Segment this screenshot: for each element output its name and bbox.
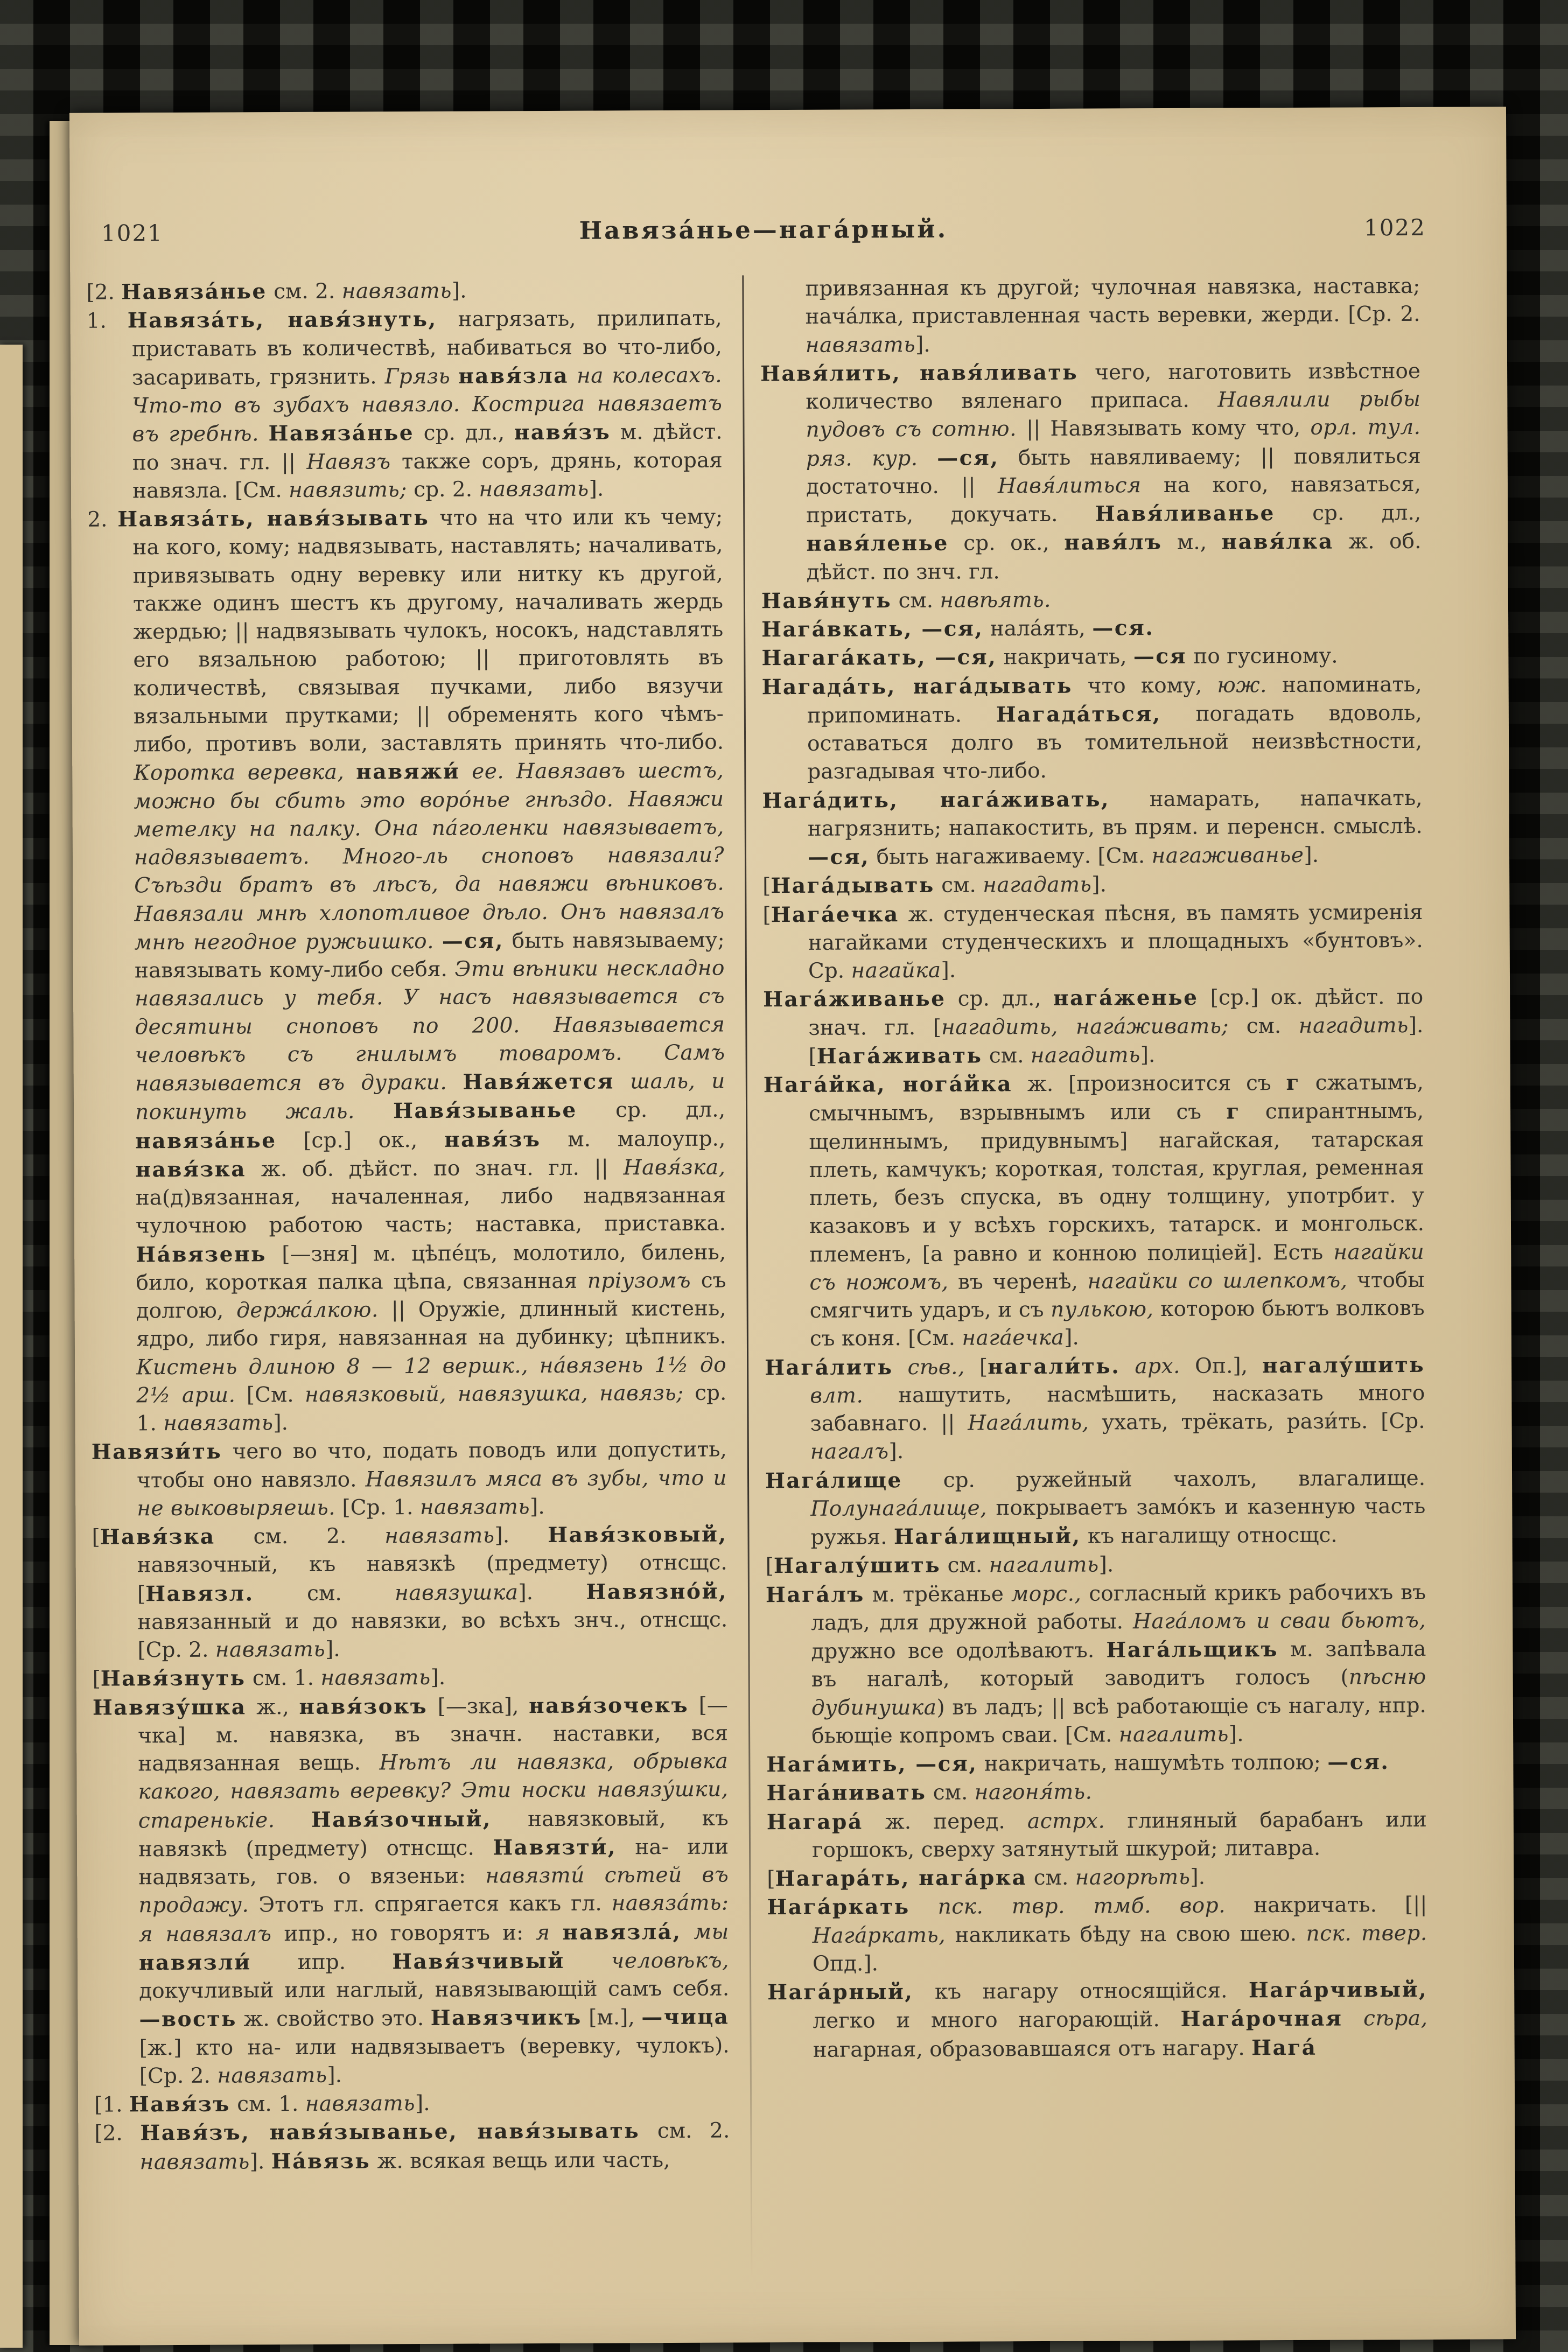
dictionary-entry: [Навя́зка см. 2. навязать]. Навя́зковый, навязочный, къ навязкѣ (предмету) отнсщс. [Навязл. см. навязушка]. Навязно́й, навязанный и до навязки, во всѣхъ знч., отнсщс. [Ср. 2. навязать]. bbox=[92, 1522, 728, 1663]
dictionary-entry: Нага́лище ср. ружейный чахолъ, влагалище. Полунага́лище, покрываетъ замо́къ и казенную часть ружья. Нага́лищный, къ нагалищу относщс. bbox=[765, 1466, 1426, 1550]
dictionary-entry: [Нагалу́шить см. нагалить]. bbox=[765, 1552, 1114, 1579]
dictionary-entry: Нага́живанье ср. дл., нага́женье [ср.] ок. дѣйст. по знач. гл. [нагадить, нага́живать; см. нагадить]. [Нага́живать см. нагадить]. bbox=[763, 985, 1424, 1069]
dictionary-entry: Нага́лъ м. трёканье морс., согласный крикъ рабочихъ въ ладъ, для дружной работы. Нага́ломъ и сваи бьютъ, дружно все одолѣваютъ. Нага́льщикъ м. запѣвала въ нагалѣ, который заводитъ голосъ (пѣсню дубинушка) въ ладъ; || всѣ работающіе съ нагалу, нпр. бьющіе копромъ сваи. [См. нагалить]. bbox=[765, 1580, 1426, 1748]
dictionary-entry: Нага́йка, нога́йка ж. [произносится съ г сжатымъ, смычнымъ, взрывнымъ или съ г спирантнымъ, щелиннымъ, придувнымъ] нагайская, татарская плеть, камчукъ; короткая, толстая, круглая, ременная плеть, безъ спуска, въ одну толщину, употрбит. у казаковъ и у всѣхъ горскихъ, татарск. и монгольск. племенъ, [а равно и конною полиціей]. Есть нагайки съ ножомъ, въ черенѣ, нагайки со шлепкомъ, чтобы смягчить ударъ, и съ пулькою, которою бьютъ волковъ съ коня. [См. нага́ечка]. bbox=[763, 1070, 1425, 1352]
dictionary-entry: Нага́лить сѣв., [нагали́ть. арх. Оп.], нагалу́шить влт. нашутить, насмѣшить, насказать много забавнаго. || Нага́лить, ухать, трёкать, рази́ть. [Ср. нагалъ]. bbox=[765, 1352, 1425, 1465]
dictionary-entry: 1. Навяза́ть, навя́знуть, нагрязать, прилипать, приставать въ количествѣ, набиваться во что-либо, засаривать, грязнить. Грязь навя́зла на колесахъ. Что-то въ зубахъ навязло. Кострига навязаетъ въ гребнѣ. Навяза́нье ср. дл., навя́зъ м. дѣйст. по знач. гл. || Навязъ также соръ, дрянь, которая навязла. [См. навязить; ср. 2. навязать]. bbox=[86, 306, 723, 503]
dictionary-entry: Нага́рный, къ нагару относящійся. Нага́рчивый, легко и много нагорающій. Нага́рочная сѣра, нагарная, образовавшаяся отъ нагару. Нага́ bbox=[767, 1977, 1428, 2062]
column-right bbox=[760, 272, 1429, 2305]
dictionary-entry: Нага́вкать, —ся, нала́ять, —ся. bbox=[761, 615, 1154, 642]
dictionary-entry: Нага́нивать см. нагоня́ть. bbox=[766, 1780, 1093, 1806]
dictionary-entry: Нагада́ть, нага́дывать что кому, юж. напоминать, припоминать. Нагада́ться, погадать вдоволь, оставаться долго въ томительной неизвѣстности, разгадывая что-либо. bbox=[761, 672, 1423, 785]
dictionary-entry: [Нагара́ть, нага́рка см. нагорѣть]. bbox=[767, 1865, 1206, 1892]
dictionary-entry: Навязу́шка ж., навя́зокъ [—зка], навя́зочекъ [—чка] м. навязка, въ значн. наставки, вся надвязанная вещь. Нѣтъ ли навязка, обрывка какого, навязать веревку? Эти носки навязу́шки, старенькіе. Навя́зочный, навязковый, къ навязкѣ (предмету) отнсщс. Навязти́, на- или надвязать, гов. о вязеньи: навязти́ сѣтей въ продажу. Этотъ гл. спрягается какъ гл. навяза́ть: я навязалъ ипр., но говорятъ и: я навязла́, мы навязли́ ипр. Навя́зчивый человѣкъ, докучливый или наглый, навязывающій самъ себя. —вость ж. свойство это. Навязчикъ [м.], —чица [ж.] кто на- или надвязываетъ (веревку, чулокъ). [Ср. 2. навязать]. bbox=[92, 1692, 730, 2089]
text-columns bbox=[70, 241, 1516, 2308]
dictionary-entry: [Навя́знуть см. 1. навязать]. bbox=[92, 1665, 446, 1691]
header-title: Навяза́нье—нага́рный. bbox=[579, 214, 948, 245]
column-left bbox=[86, 276, 730, 2308]
dictionary-entry: [Нага́дывать см. нагадать]. bbox=[762, 872, 1107, 899]
dictionary-entry: Нага́ркать пск. твр. тмб. вор. накричать. [|| Нага́ркать, накликать бѣду на свою шею. пск. твер. Опд.]. bbox=[767, 1893, 1427, 1976]
adjacent-page-edge bbox=[0, 345, 23, 2348]
dictionary-entry: Нагара́ ж. перед. астрх. глиняный барабанъ или горшокъ, сверху затянутый шкурой; литавра. bbox=[766, 1807, 1427, 1863]
page-number-right: 1022 bbox=[1363, 214, 1426, 241]
dictionary-entry: Нага́дить, нага́живать, намарать, напачкать, нагрязнить; напакостить, въ прям. и перенсн. смыслѣ. —ся, быть нагаживаему. [См. нагаживанье]. bbox=[762, 786, 1423, 870]
page-header bbox=[69, 107, 1507, 247]
dictionary-entry: [2. Навя́зъ, навя́зыванье, навя́зывать см. 2. навязать]. На́вязь ж. всякая вещь или часть, bbox=[94, 2118, 730, 2174]
dictionary-entry: привязанная къ другой; чулочная навязка, наставка; нача́лка, приставленная часть веревки, жерди. [Ср. 2. навязать]. bbox=[805, 274, 1420, 358]
dictionary-entry: Навя́лить, навя́ливать чего, наготовить извѣстное количество вяленаго припаса. Навялили рыбы пудовъ съ сотню. || Навязывать кому что, орл. тул. ряз. кур. —ся, быть навяливаему; || повялиться достаточно. || Навя́литься на кого, навязаться, пристать, докучать. Навя́ливанье ср. дл., навя́ленье ср. ок., навя́лъ м., навя́лка ж. об. дѣйст. по знч. гл. bbox=[760, 359, 1422, 585]
dictionary-entry: Навя́нуть см. навѣять. bbox=[761, 587, 1052, 613]
dictionary-entry: Нагага́кать, —ся, накричать, —ся по гусиному. bbox=[761, 643, 1338, 671]
dictionary-entry: Нага́мить, —ся, накричать, нашумѣть толпою; —ся. bbox=[766, 1749, 1390, 1777]
book-page bbox=[69, 107, 1516, 2346]
dictionary-entry: [Нага́ечка ж. студенческая пѣсня, въ память усмиренія нагайками студенческихъ и площадныхъ «бунтовъ». Ср. нагайка]. bbox=[762, 900, 1423, 983]
page-number-left: 1021 bbox=[101, 220, 163, 247]
dictionary-entry: [2. Навяза́нье см. 2. навязать]. bbox=[86, 278, 467, 305]
dictionary-entry: [1. Навя́зъ см. 1. навязать]. bbox=[94, 2091, 430, 2117]
dictionary-entry: 2. Навяза́ть, навя́зывать что на что или къ чему; на кого, кому; надвязывать, наставлять; началивать, привязывать одну веревку или нитку къ другой, также одинъ шестъ къ другому, началивать жердь жердью; || надвязывать чулокъ, носокъ, надставлять его вязальною работою; || приготовлять въ количествѣ, связывая пучками, либо вязучи вязальными прутками; || обременять кого чѣмъ-либо, противъ воли, заставлять принять что-либо. Коротка веревка, навяжи́ ее. Навязавъ шестъ, можно бы сбить это воро́нье гнѣздо. Навяжи метелку на палку. Она па́голенки навязываетъ, надвязываетъ. Много-ль сноповъ навязали? Съѣзди братъ въ лѣсъ, да навяжи вѣниковъ. Навязали мнѣ хлопотливое дѣло. Онъ навязалъ мнѣ негодное ружьишко. —ся, быть навязываему; навязывать кому-либо себя. Эти вѣники нескладно навязались у тебя. У насъ навязывается съ десятины сноповъ по 200. Навязывается человѣкъ съ гнилымъ товаромъ. Самъ навязывается въ дураки. Навя́жется шаль, и покинуть жаль. Навя́зыванье ср. дл., навяза́нье [ср.] ок., навя́зъ м. малоупр., навя́зка ж. об. дѣйст. по знач. гл. || Навя́зка, на(д)вязанная, началенная, либо надвязанная чулочною работою часть; наставка, приставка. На́вязень [—зня] м. цѣпе́цъ, молотило, билень, било, короткая палка цѣпа, связанная пріузомъ съ долгою, держа́лкою. || Оружіе, длинный кистень, ядро, либо гиря, навязанная на дубинку; цѣпникъ. Кистень длиною 8 — 12 вершк., на́вязень 1½ до 2½ арш. [См. навязковый, навязушка, навязь; ср. 1. навязать]. bbox=[87, 505, 727, 1436]
column-divider bbox=[742, 275, 752, 2278]
dictionary-entry: Навязи́ть чего во что, подать поводъ или допустить, чтобы оно навязло. Навязилъ мяса въ зубы, что и не выковыряешь. [Ср. 1. навязать]. bbox=[91, 1437, 727, 1521]
